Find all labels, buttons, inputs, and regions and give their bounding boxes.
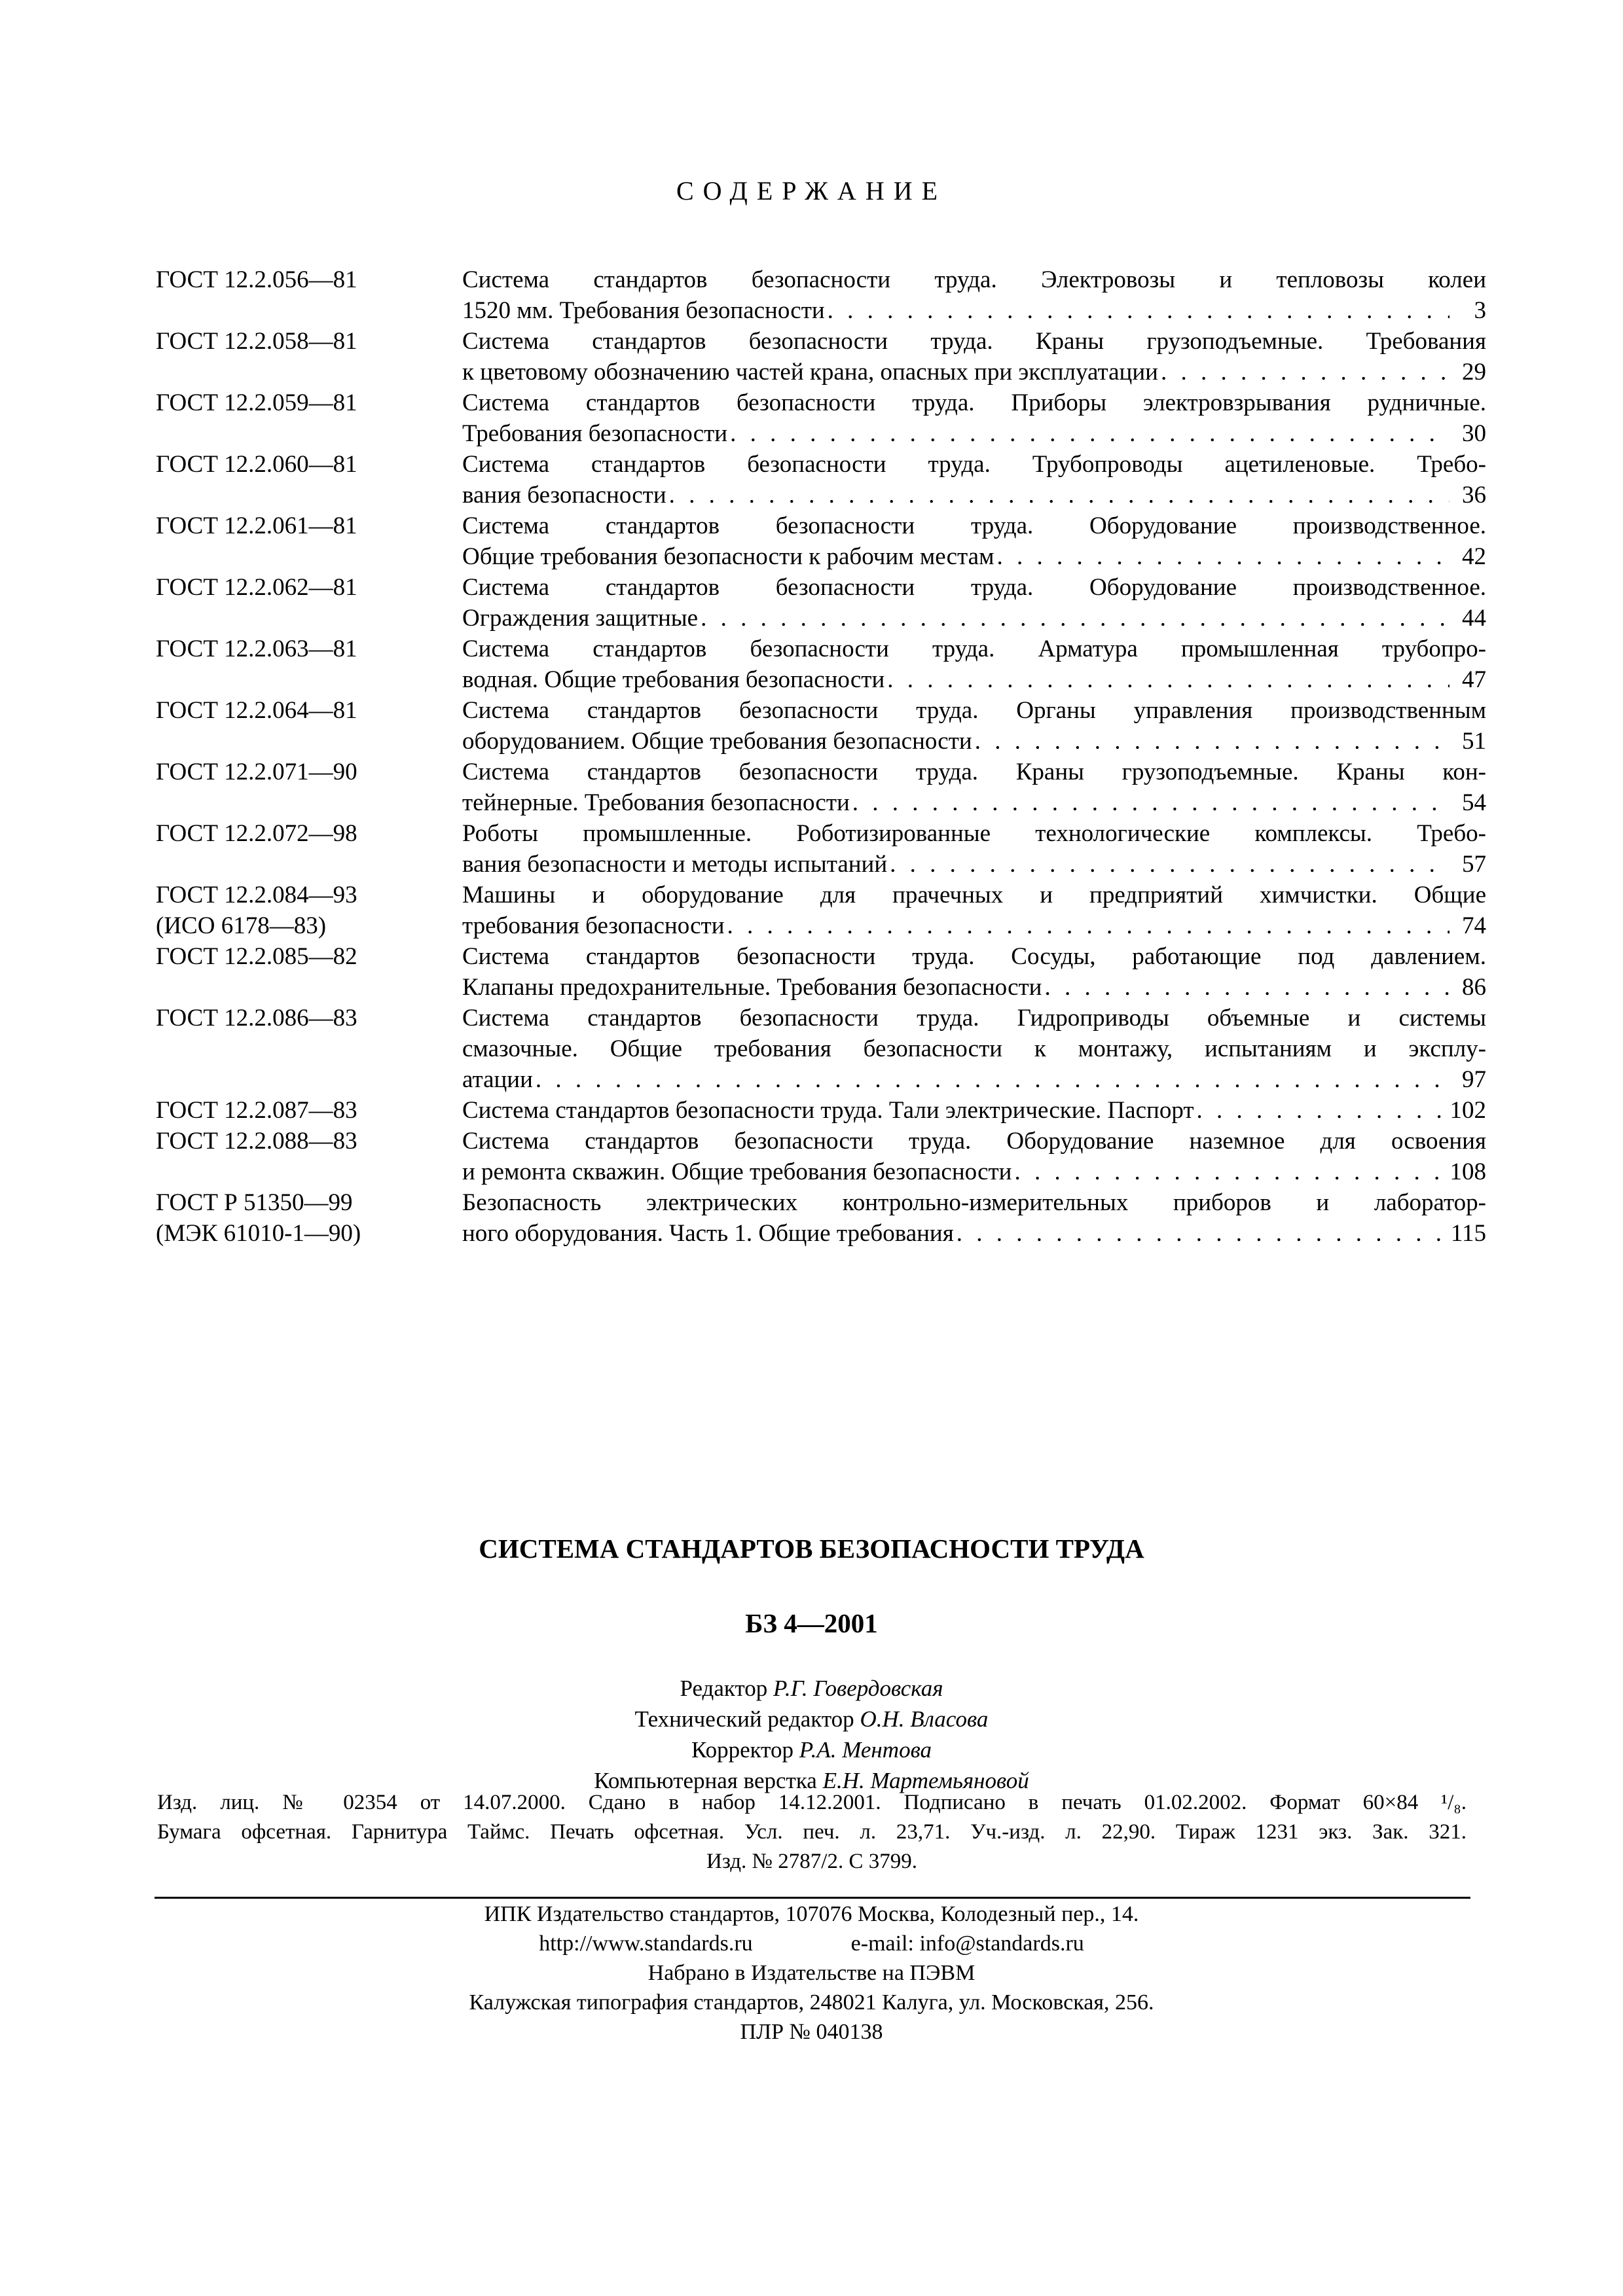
toc-standard-code xyxy=(156,941,462,972)
dot-leader xyxy=(1014,1157,1446,1187)
toc-title-text: оборудованием. Общие требования безопасности xyxy=(462,728,972,755)
toc-title-text: требования безопасности xyxy=(462,912,725,939)
toc-code-line: ГОСТ 12.2.087—83 xyxy=(156,1097,357,1124)
toc-title-text: вания безопасности xyxy=(462,482,666,509)
toc-standard-code xyxy=(156,326,462,357)
toc-entry xyxy=(156,387,1486,449)
toc-page-number: 3 xyxy=(1474,297,1486,324)
toc-code-line: ГОСТ 12.2.061—81 xyxy=(156,512,357,539)
toc-title xyxy=(462,1095,1486,1126)
toc-title-line xyxy=(462,972,1486,1003)
toc-entry xyxy=(156,326,1486,387)
toc-code-line: ГОСТ 12.2.060—81 xyxy=(156,451,357,478)
toc-title-line: Система стандартов безопасности труда. Электровозы и тепловозы колеи xyxy=(462,266,1486,293)
toc-entry xyxy=(156,634,1486,695)
toc-page-number: 30 xyxy=(1462,420,1486,447)
toc-entry xyxy=(156,449,1486,511)
table-of-contents xyxy=(156,264,1486,1249)
toc-title-line: Система стандартов безопасности труда. Арматура промышленная трубопро- xyxy=(462,636,1486,662)
toc-entry xyxy=(156,695,1486,757)
toc-code-line: ГОСТ 12.2.056—81 xyxy=(156,266,357,293)
dot-leader xyxy=(669,480,1450,511)
toc-title-line xyxy=(462,295,1486,326)
credit-role: Корректор xyxy=(691,1737,793,1763)
toc-page-number: 102 xyxy=(1450,1097,1486,1124)
toc-title-line xyxy=(462,664,1486,695)
dot-leader xyxy=(997,541,1450,572)
toc-code-line: ГОСТ 12.2.072—98 xyxy=(156,820,357,847)
toc-title-text: тейнерные. Требования безопасности xyxy=(462,789,850,816)
credit-editor xyxy=(0,1673,1623,1704)
toc-title xyxy=(462,757,1486,818)
toc-page-number: 108 xyxy=(1450,1158,1486,1185)
imprint-line-3: Изд. № 2787/2. С 3799. xyxy=(706,1850,917,1873)
toc-code-line: ГОСТ 12.2.071—90 xyxy=(156,759,357,785)
toc-title-line: Система стандартов безопасности труда. Органы управления производственным xyxy=(462,697,1486,724)
dot-leader xyxy=(957,1218,1447,1249)
toc-entry xyxy=(156,941,1486,1003)
toc-code-line: ГОСТ 12.2.085—82 xyxy=(156,943,357,970)
dot-leader xyxy=(727,910,1450,941)
toc-title-line: Система стандартов безопасности труда. Трубопроводы ацетиленовые. Требо- xyxy=(462,451,1486,478)
toc-title xyxy=(462,818,1486,880)
toc-code-line: ГОСТ 12.2.059—81 xyxy=(156,389,357,416)
toc-title-line xyxy=(462,1064,1486,1095)
credit-proofreader xyxy=(0,1734,1623,1765)
toc-standard-code xyxy=(156,1126,462,1157)
contents-heading: СОДЕРЖАНИЕ xyxy=(676,176,947,206)
toc-title xyxy=(462,1187,1486,1249)
license-number: ПЛР № 040138 xyxy=(740,2020,883,2044)
toc-title-line xyxy=(462,603,1486,634)
toc-entry xyxy=(156,1187,1486,1249)
toc-title xyxy=(462,695,1486,757)
toc-title-line: Система стандартов безопасности труда. Краны грузоподъемные. Краны кон- xyxy=(462,759,1486,785)
toc-code-line: ГОСТ 12.2.086—83 xyxy=(156,1005,357,1031)
credits-block xyxy=(0,1673,1623,1796)
imprint-line-1: Изд. лиц. № 02354 от 14.07.2000. Сдано в набор 14.12.2001. Подписано в печать 01.02.2002. Формат 60×84 ¹/₈. xyxy=(157,1791,1467,1814)
toc-title-line: Система стандартов безопасности труда. Оборудование производственное. xyxy=(462,574,1486,601)
toc-title-line xyxy=(462,480,1486,511)
dot-leader xyxy=(887,664,1450,695)
publisher-url: http://www.standards.ru xyxy=(539,1931,753,1956)
toc-entry xyxy=(156,818,1486,880)
toc-title-text: к цветовому обозначению частей крана, опасных при эксплуатации xyxy=(462,359,1158,386)
toc-page-number: 115 xyxy=(1450,1220,1486,1247)
publisher-email: e-mail: info@standards.ru xyxy=(850,1931,1084,1956)
series-code: БЗ 4—2001 xyxy=(745,1608,878,1638)
toc-page-number: 74 xyxy=(1462,912,1486,939)
toc-standard-code xyxy=(156,880,462,941)
toc-standard-code xyxy=(156,818,462,849)
toc-title-text: 1520 мм. Требования безопасности xyxy=(462,297,825,324)
credit-name: Е.Н. Мартемьяновой xyxy=(822,1768,1029,1793)
toc-page-number: 44 xyxy=(1462,605,1486,632)
toc-page-number: 57 xyxy=(1462,851,1486,878)
credit-name: О.Н. Власова xyxy=(860,1706,989,1732)
dot-leader xyxy=(536,1064,1450,1095)
toc-page-number: 51 xyxy=(1462,728,1486,755)
toc-code-line: ГОСТ 12.2.084—93 xyxy=(156,882,357,908)
toc-standard-code xyxy=(156,572,462,603)
toc-title-text: атации xyxy=(462,1066,533,1093)
toc-title-line: Система стандартов безопасности труда. Гидроприводы объемные и системы xyxy=(462,1005,1486,1031)
toc-title-line xyxy=(462,849,1486,880)
dot-leader xyxy=(1044,972,1450,1003)
imprint-line-2: Бумага офсетная. Гарнитура Таймс. Печать офсетная. Усл. печ. л. 23,71. Уч.-изд. л. 22,90. Тираж 1231 экз. Зак. 321. xyxy=(157,1820,1467,1844)
toc-title-line xyxy=(462,910,1486,941)
toc-standard-code xyxy=(156,511,462,541)
toc-page-number: 36 xyxy=(1462,482,1486,509)
toc-title-text: Общие требования безопасности к рабочим местам xyxy=(462,543,994,570)
printer-address: Калужская типография стандартов, 248021 Калуга, ул. Московская, 256. xyxy=(469,1990,1154,2015)
publisher-address: ИПК Издательство стандартов, 107076 Москва, Колодезный пер., 14. xyxy=(484,1902,1139,1926)
toc-title-line: Система стандартов безопасности труда. Сосуды, работающие под давлением. xyxy=(462,943,1486,970)
toc-title xyxy=(462,634,1486,695)
dot-leader xyxy=(1161,357,1450,387)
toc-title xyxy=(462,387,1486,449)
toc-title xyxy=(462,572,1486,634)
toc-standard-code xyxy=(156,634,462,664)
dot-leader xyxy=(828,295,1450,326)
imprint-block xyxy=(157,1788,1467,1876)
toc-code-line: ГОСТ 12.2.062—81 xyxy=(156,574,357,601)
toc-entry xyxy=(156,511,1486,572)
toc-title xyxy=(462,1003,1486,1095)
toc-entry xyxy=(156,757,1486,818)
toc-title-line: Машины и оборудование для прачечных и предприятий химчистки. Общие xyxy=(462,882,1486,908)
toc-title xyxy=(462,326,1486,387)
credit-role: Технический редактор xyxy=(634,1706,854,1732)
toc-code-line: ГОСТ 12.2.063—81 xyxy=(156,636,357,662)
toc-standard-code xyxy=(156,1095,462,1126)
toc-title-text: водная. Общие требования безопасности xyxy=(462,666,885,693)
toc-entry xyxy=(156,880,1486,941)
toc-title-line: Система стандартов безопасности труда. Приборы электровзрывания рудничные. xyxy=(462,389,1486,416)
toc-title-line xyxy=(462,418,1486,449)
toc-title-line xyxy=(462,357,1486,387)
toc-code-line: ГОСТ 12.2.058—81 xyxy=(156,328,357,355)
toc-title-line xyxy=(462,1218,1486,1249)
series-title: СИСТЕМА СТАНДАРТОВ БЕЗОПАСНОСТИ ТРУДА xyxy=(479,1534,1144,1564)
toc-title-text: Ограждения защитные xyxy=(462,605,699,632)
credit-role: Компьютерная верстка xyxy=(594,1768,817,1793)
divider-rule xyxy=(155,1897,1470,1899)
toc-title-line xyxy=(462,787,1486,818)
toc-entry xyxy=(156,572,1486,634)
toc-title xyxy=(462,941,1486,1003)
toc-title-line: Система стандартов безопасности труда. Краны грузоподъемные. Требования xyxy=(462,328,1486,355)
toc-title-text: Требования безопасности xyxy=(462,420,728,447)
toc-title-text: вания безопасности и методы испытаний xyxy=(462,851,888,878)
toc-title-line xyxy=(462,1095,1486,1126)
publisher-contacts xyxy=(0,1929,1623,1958)
dot-leader xyxy=(975,726,1450,757)
publisher-block xyxy=(0,1899,1623,2047)
dot-leader xyxy=(730,418,1450,449)
typeset-note: Набрано в Издательстве на ПЭВМ xyxy=(647,1961,976,1985)
toc-code-line: (ИСО 6178—83) xyxy=(156,912,327,939)
toc-title xyxy=(462,880,1486,941)
credit-role: Редактор xyxy=(680,1676,768,1701)
toc-title xyxy=(462,511,1486,572)
credit-tech-editor xyxy=(0,1704,1623,1734)
toc-standard-code xyxy=(156,387,462,418)
toc-title xyxy=(462,264,1486,326)
toc-title-line: Система стандартов безопасности труда. Оборудование производственное. xyxy=(462,512,1486,539)
dot-leader xyxy=(890,849,1450,880)
toc-page-number: 97 xyxy=(1462,1066,1486,1093)
toc-title-text: и ремонта скважин. Общие требования безопасности xyxy=(462,1158,1012,1185)
credit-name: Р.Г. Говердовская xyxy=(773,1676,943,1701)
toc-entry xyxy=(156,1003,1486,1095)
toc-code-line: ГОСТ 12.2.088—83 xyxy=(156,1128,357,1155)
toc-standard-code xyxy=(156,1187,462,1249)
toc-page-number: 86 xyxy=(1462,974,1486,1001)
toc-page-number: 42 xyxy=(1462,543,1486,570)
toc-standard-code xyxy=(156,449,462,480)
toc-standard-code xyxy=(156,264,462,295)
toc-code-line: ГОСТ 12.2.064—81 xyxy=(156,697,357,724)
toc-entry xyxy=(156,1095,1486,1126)
dot-leader xyxy=(701,603,1450,634)
toc-page-number: 29 xyxy=(1462,359,1486,386)
dot-leader xyxy=(852,787,1450,818)
toc-code-line: ГОСТ Р 51350—99 xyxy=(156,1189,353,1216)
toc-page-number: 54 xyxy=(1462,789,1486,816)
toc-title-line: Роботы промышленные. Роботизированные технологические комплексы. Требо- xyxy=(462,820,1486,847)
dot-leader xyxy=(1197,1095,1446,1126)
toc-title-line: Система стандартов безопасности труда. Оборудование наземное для освоения xyxy=(462,1128,1486,1155)
toc-title-text: Клапаны предохранительные. Требования безопасности xyxy=(462,974,1042,1001)
toc-title xyxy=(462,449,1486,511)
toc-title-line xyxy=(462,726,1486,757)
toc-title-line: смазочные. Общие требования безопасности к монтажу, испытаниям и эксплу- xyxy=(462,1035,1486,1062)
credit-name: Р.А. Ментова xyxy=(799,1737,932,1763)
toc-code-line: (МЭК 61010-1—90) xyxy=(156,1220,361,1247)
toc-standard-code xyxy=(156,1003,462,1033)
toc-title-line xyxy=(462,1157,1486,1187)
toc-entry xyxy=(156,1126,1486,1187)
toc-title-line: Безопасность электрических контрольно-измерительных приборов и лаборатор- xyxy=(462,1189,1486,1216)
toc-standard-code xyxy=(156,695,462,726)
toc-title-text: ного оборудования. Часть 1. Общие требования xyxy=(462,1220,954,1247)
toc-page-number: 47 xyxy=(1462,666,1486,693)
toc-title-line xyxy=(462,541,1486,572)
toc-title-text: Система стандартов безопасности труда. Тали электрические. Паспорт xyxy=(462,1097,1194,1124)
toc-title xyxy=(462,1126,1486,1187)
toc-standard-code xyxy=(156,757,462,787)
toc-entry xyxy=(156,264,1486,326)
